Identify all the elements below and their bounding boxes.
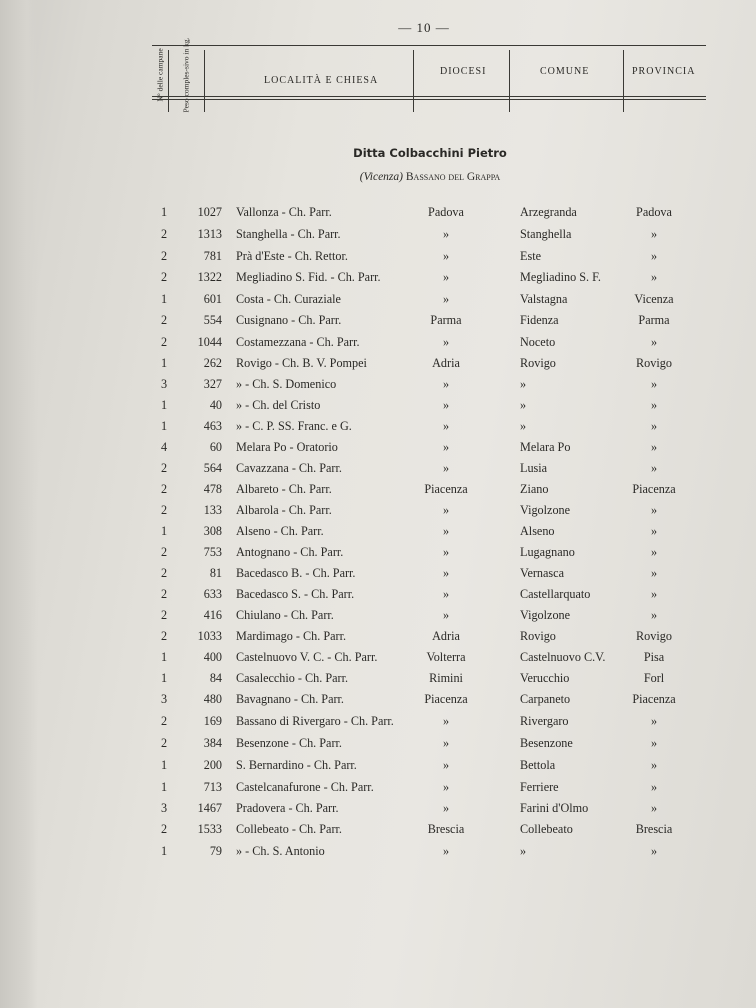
cell-weight-kg: 1322 [197, 270, 222, 284]
cell-province: » [650, 587, 658, 601]
cell-bell-count: 1 [160, 292, 168, 306]
cell-diocese: Parma [430, 313, 462, 327]
cell-locality-church: Megliadino S. Fid. - Ch. Parr. [236, 270, 381, 284]
cell-province: Vicenza [634, 292, 674, 306]
cell-province: » [650, 566, 658, 580]
table-row [0, 227, 756, 247]
cell-bell-count: 2 [160, 714, 168, 728]
table-row [0, 524, 756, 544]
cell-bell-count: 2 [160, 482, 168, 496]
cell-municipality: Rivergaro [520, 714, 569, 728]
cell-province: » [650, 440, 658, 454]
cell-province: » [650, 419, 658, 433]
cell-locality-church: Pradovera - Ch. Parr. [236, 801, 339, 815]
cell-province: » [650, 758, 658, 772]
header-divider [509, 50, 510, 112]
cell-bell-count: 3 [160, 692, 168, 706]
cell-diocese: Adria [432, 629, 460, 643]
cell-weight-kg: 169 [203, 714, 222, 728]
cell-bell-count: 2 [160, 822, 168, 836]
cell-bell-count: 3 [160, 801, 168, 815]
cell-diocese: » [442, 335, 450, 349]
cell-diocese: » [442, 524, 450, 538]
header-divider [204, 50, 205, 112]
cell-municipality: » [520, 844, 527, 858]
company-heading: Ditta Colbacchini Pietro [353, 146, 507, 160]
cell-province: » [650, 227, 658, 241]
table-row [0, 801, 756, 821]
cell-diocese: » [442, 566, 450, 580]
cell-diocese: » [442, 419, 450, 433]
cell-province: » [650, 736, 658, 750]
cell-diocese: » [442, 503, 450, 517]
table-row [0, 692, 756, 712]
cell-diocese: Adria [432, 356, 460, 370]
cell-bell-count: 2 [160, 270, 168, 284]
cell-weight-kg: 1027 [197, 205, 222, 219]
cell-municipality: Bettola [520, 758, 556, 772]
cell-municipality: Ziano [520, 482, 549, 496]
cell-province: » [650, 398, 658, 412]
city-name: Bassano del Grappa [405, 171, 501, 183]
cell-weight-kg: 400 [203, 650, 222, 664]
table-row [0, 780, 756, 800]
table-row [0, 270, 756, 290]
cell-locality-church: » - Ch. del Cristo [236, 398, 321, 412]
cell-weight-kg: 1313 [197, 227, 222, 241]
cell-bell-count: 2 [160, 335, 168, 349]
cell-weight-kg: 463 [203, 419, 222, 433]
cell-locality-church: Castelcanafurone - Ch. Parr. [236, 780, 374, 794]
table-row [0, 249, 756, 269]
cell-diocese: » [442, 227, 450, 241]
cell-locality-church: Antognano - Ch. Parr. [236, 545, 344, 559]
cell-locality-church: Costamezzana - Ch. Parr. [236, 335, 360, 349]
cell-municipality: Verucchio [520, 671, 570, 685]
cell-diocese: » [442, 292, 450, 306]
cell-province: » [650, 524, 658, 538]
cell-diocese: » [442, 801, 450, 815]
cell-diocese: » [442, 377, 450, 391]
table-row [0, 398, 756, 418]
cell-municipality: Vigolzone [520, 608, 571, 622]
cell-locality-church: Costa - Ch. Curaziale [236, 292, 341, 306]
cell-bell-count: 2 [160, 545, 168, 559]
cell-locality-church: » - Ch. S. Domenico [236, 377, 337, 391]
cell-municipality: Este [520, 249, 541, 263]
cell-province: Forl [643, 671, 665, 685]
cell-weight-kg: 564 [203, 461, 222, 475]
cell-province: » [650, 608, 658, 622]
cell-municipality: » [520, 419, 527, 433]
cell-weight-kg: 478 [203, 482, 222, 496]
page-number: — 10 — [398, 20, 450, 35]
cell-weight-kg: 1033 [197, 629, 222, 643]
cell-province: » [650, 377, 658, 391]
cell-municipality: » [520, 377, 527, 391]
cell-diocese: Piacenza [424, 482, 468, 496]
cell-weight-kg: 84 [209, 671, 222, 685]
cell-bell-count: 1 [160, 419, 168, 433]
cell-locality-church: Bassano di Rivergaro - Ch. Parr. [236, 714, 394, 728]
cell-bell-count: 2 [160, 587, 168, 601]
cell-weight-kg: 781 [203, 249, 222, 263]
cell-province: Rovigo [636, 356, 672, 370]
cell-locality-church: Stanghella - Ch. Parr. [236, 227, 341, 241]
cell-diocese: Volterra [426, 650, 466, 664]
cell-municipality: Alseno [520, 524, 555, 538]
cell-diocese: » [442, 398, 450, 412]
cell-diocese: » [442, 545, 450, 559]
cell-province: » [650, 503, 658, 517]
table-row [0, 714, 756, 734]
header-divider [168, 50, 169, 112]
cell-municipality: Stanghella [520, 227, 572, 241]
table-row [0, 440, 756, 460]
cell-locality-church: Collebeato - Ch. Parr. [236, 822, 342, 836]
cell-diocese: » [442, 736, 450, 750]
cell-diocese: Padova [428, 205, 464, 219]
cell-weight-kg: 633 [203, 587, 222, 601]
cell-bell-count: 2 [160, 313, 168, 327]
cell-province: Piacenza [632, 692, 676, 706]
cell-municipality: Castelnuovo C.V. [520, 650, 606, 664]
table-row [0, 758, 756, 778]
cell-weight-kg: 384 [203, 736, 222, 750]
cell-locality-church: Besenzone - Ch. Parr. [236, 736, 342, 750]
cell-bell-count: 1 [160, 758, 168, 772]
cell-municipality: Besenzone [520, 736, 573, 750]
cell-diocese: Rimini [429, 671, 463, 685]
cell-bell-count: 3 [160, 377, 168, 391]
cell-diocese: » [442, 440, 450, 454]
cell-weight-kg: 1533 [197, 822, 222, 836]
cell-province: » [650, 801, 658, 815]
table-row [0, 482, 756, 502]
cell-province: Pisa [643, 650, 665, 664]
table-row [0, 566, 756, 586]
cell-diocese: Piacenza [424, 692, 468, 706]
cell-locality-church: » - C. P. SS. Franc. e G. [236, 419, 352, 433]
cell-locality-church: Albareto - Ch. Parr. [236, 482, 332, 496]
cell-diocese: » [442, 758, 450, 772]
table-row [0, 503, 756, 523]
cell-municipality: Megliadino S. F. [520, 270, 601, 284]
header-peso: Peso comples-sivo in kg. [181, 37, 191, 113]
header-comune: COMUNE [540, 66, 590, 77]
cell-municipality: Collebeato [520, 822, 573, 836]
cell-municipality: Rovigo [520, 629, 556, 643]
table-row [0, 608, 756, 628]
cell-weight-kg: 713 [203, 780, 222, 794]
table-row [0, 356, 756, 376]
cell-locality-church: Cavazzana - Ch. Parr. [236, 461, 342, 475]
cell-locality-church: Alseno - Ch. Parr. [236, 524, 324, 538]
header-provincia: PROVINCIA [632, 66, 696, 77]
cell-province: » [650, 335, 658, 349]
table-row [0, 629, 756, 649]
cell-diocese: » [442, 249, 450, 263]
cell-weight-kg: 262 [203, 356, 222, 370]
cell-bell-count: 2 [160, 503, 168, 517]
cell-bell-count: 1 [160, 671, 168, 685]
cell-bell-count: 1 [160, 780, 168, 794]
cell-diocese: » [442, 587, 450, 601]
cell-weight-kg: 1044 [197, 335, 222, 349]
cell-diocese: » [442, 714, 450, 728]
cell-municipality: Vigolzone [520, 503, 571, 517]
cell-municipality: Lusia [520, 461, 548, 475]
cell-province: Parma [638, 313, 670, 327]
cell-diocese: » [442, 270, 450, 284]
cell-municipality: Vernasca [520, 566, 564, 580]
cell-locality-church: Albarola - Ch. Parr. [236, 503, 332, 517]
cell-weight-kg: 60 [209, 440, 222, 454]
cell-weight-kg: 416 [203, 608, 222, 622]
table-row [0, 736, 756, 756]
cell-province: » [650, 780, 658, 794]
table-row [0, 545, 756, 565]
cell-province: » [650, 461, 658, 475]
cell-weight-kg: 308 [203, 524, 222, 538]
cell-weight-kg: 79 [209, 844, 222, 858]
header-bottom-rule [152, 96, 706, 100]
cell-municipality: Rovigo [520, 356, 556, 370]
cell-province: Brescia [635, 822, 673, 836]
cell-municipality: » [520, 398, 527, 412]
cell-municipality: Valstagna [520, 292, 568, 306]
cell-bell-count: 1 [160, 356, 168, 370]
table-header [152, 37, 706, 113]
city-heading [300, 171, 560, 183]
cell-weight-kg: 1467 [197, 801, 222, 815]
cell-locality-church: Mardimago - Ch. Parr. [236, 629, 347, 643]
header-diocesi: DIOCESI [440, 66, 487, 77]
table-row [0, 377, 756, 397]
city-province: (Vicenza) [359, 171, 403, 183]
cell-weight-kg: 200 [203, 758, 222, 772]
cell-weight-kg: 133 [203, 503, 222, 517]
cell-municipality: Carpaneto [520, 692, 571, 706]
cell-diocese: » [442, 608, 450, 622]
cell-locality-church: Bavagnano - Ch. Parr. [236, 692, 344, 706]
cell-bell-count: 1 [160, 205, 168, 219]
cell-province: » [650, 545, 658, 559]
cell-locality-church: Castelnuovo V. C. - Ch. Parr. [236, 650, 378, 664]
table-row [0, 650, 756, 670]
cell-weight-kg: 601 [203, 292, 222, 306]
cell-diocese: » [442, 844, 450, 858]
cell-locality-church: Chiulano - Ch. Parr. [236, 608, 334, 622]
table-row [0, 292, 756, 312]
cell-locality-church: Prà d'Este - Ch. Rettor. [236, 249, 348, 263]
cell-bell-count: 1 [160, 650, 168, 664]
cell-locality-church: Cusignano - Ch. Parr. [236, 313, 342, 327]
cell-locality-church: S. Bernardino - Ch. Parr. [236, 758, 357, 772]
cell-municipality: Lugagnano [520, 545, 575, 559]
table-row [0, 822, 756, 842]
cell-municipality: Fidenza [520, 313, 559, 327]
cell-province: » [650, 714, 658, 728]
cell-bell-count: 2 [160, 461, 168, 475]
table-row [0, 844, 756, 864]
cell-province: Padova [636, 205, 672, 219]
cell-diocese: » [442, 780, 450, 794]
cell-diocese: » [442, 461, 450, 475]
table-row [0, 313, 756, 333]
cell-municipality: Farini d'Olmo [520, 801, 589, 815]
table-row [0, 461, 756, 481]
cell-diocese: Brescia [427, 822, 465, 836]
cell-bell-count: 2 [160, 566, 168, 580]
cell-municipality: Castellarquato [520, 587, 591, 601]
cell-bell-count: 1 [160, 398, 168, 412]
cell-municipality: Ferriere [520, 780, 559, 794]
table-row [0, 671, 756, 691]
header-campane: N° delle campane [155, 48, 165, 102]
cell-weight-kg: 81 [209, 566, 222, 580]
cell-bell-count: 2 [160, 736, 168, 750]
cell-locality-church: » - Ch. S. Antonio [236, 844, 325, 858]
cell-bell-count: 4 [160, 440, 168, 454]
cell-locality-church: Vallonza - Ch. Parr. [236, 205, 332, 219]
cell-bell-count: 1 [160, 524, 168, 538]
cell-locality-church: Casalecchio - Ch. Parr. [236, 671, 349, 685]
cell-weight-kg: 40 [209, 398, 222, 412]
cell-locality-church: Bacedasco S. - Ch. Parr. [236, 587, 355, 601]
header-divider [623, 50, 624, 112]
table-row [0, 335, 756, 355]
table-row [0, 205, 756, 225]
cell-province: » [650, 270, 658, 284]
header-localita: LOCALITÀ E CHIESA [264, 75, 379, 86]
cell-weight-kg: 327 [203, 377, 222, 391]
cell-bell-count: 2 [160, 608, 168, 622]
cell-province: » [650, 844, 658, 858]
cell-municipality: Noceto [520, 335, 556, 349]
table-row [0, 587, 756, 607]
cell-weight-kg: 554 [203, 313, 222, 327]
cell-bell-count: 2 [160, 249, 168, 263]
cell-province: Rovigo [636, 629, 672, 643]
cell-bell-count: 1 [160, 844, 168, 858]
cell-bell-count: 2 [160, 629, 168, 643]
cell-municipality: Arzegranda [520, 205, 577, 219]
header-divider [413, 50, 414, 112]
cell-province: » [650, 249, 658, 263]
cell-municipality: Melara Po [520, 440, 571, 454]
table-row [0, 419, 756, 439]
cell-locality-church: Rovigo - Ch. B. V. Pompei [236, 356, 367, 370]
cell-province: Piacenza [632, 482, 676, 496]
cell-weight-kg: 480 [203, 692, 222, 706]
cell-locality-church: Melara Po - Oratorio [236, 440, 338, 454]
cell-bell-count: 2 [160, 227, 168, 241]
cell-locality-church: Bacedasco B. - Ch. Parr. [236, 566, 356, 580]
cell-weight-kg: 753 [203, 545, 222, 559]
